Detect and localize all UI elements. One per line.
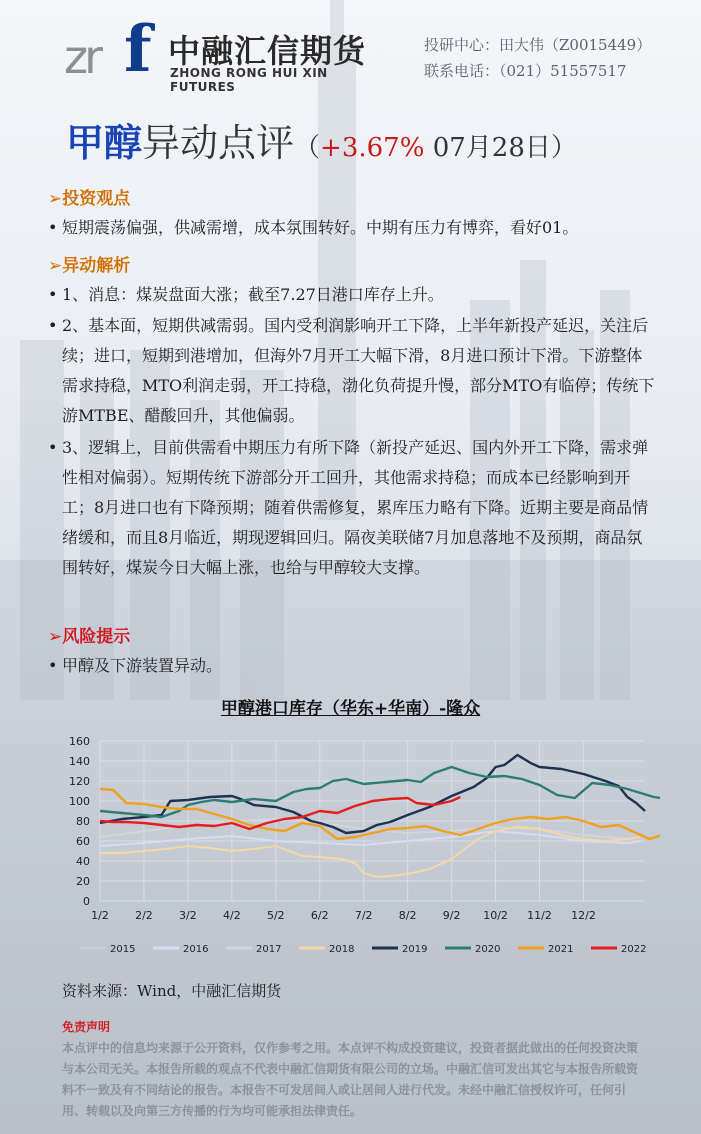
legend-label-2021: 2021 (548, 944, 574, 955)
risk-bullet (48, 651, 658, 681)
series-line-2022 (100, 797, 460, 829)
y-tick-label: 20 (76, 875, 90, 888)
analysis-bullet-3 (48, 433, 658, 583)
x-tick-label: 4/2 (223, 909, 241, 922)
logo-english-name: ZHONG RONG HUI XIN FUTURES (170, 66, 328, 94)
bullet-dot: • (48, 218, 58, 237)
contact-phone: 联系电话：（021）51557517 (424, 62, 627, 80)
inventory-line-chart (60, 726, 660, 966)
y-tick-label: 120 (69, 775, 90, 788)
chart-title: 甲醇港口库存（华东+华南）-隆众 (220, 699, 481, 719)
x-tick-label: 8/2 (398, 909, 417, 922)
report-title (66, 112, 577, 165)
y-tick-label: 0 (83, 895, 90, 908)
bullet-dot: • (48, 656, 58, 675)
x-tick-label: 3/2 (179, 909, 197, 922)
section-heading-view: ➢投资观点 (48, 189, 131, 209)
analysis-text-1: 1、消息：煤炭盘面大涨；截至7.27日港口库存上升。 (62, 285, 444, 304)
analysis-bullet-1 (48, 280, 658, 310)
data-source: 资料来源：Wind，中融汇信期货 (62, 982, 282, 1000)
legend-label-2018: 2018 (329, 944, 355, 955)
legend-label-2020: 2020 (475, 944, 501, 955)
y-tick-label: 100 (69, 795, 90, 808)
logo-mark-f: f (124, 12, 152, 87)
title-open-paren: （ (294, 133, 321, 163)
logo-mark-zr: zr (64, 30, 100, 84)
analysis-bullet-2 (48, 311, 658, 431)
y-tick-label: 140 (69, 755, 90, 768)
bullet-dot: • (48, 285, 58, 304)
x-tick-label: 5/2 (266, 909, 285, 922)
bullet-dot: • (48, 438, 58, 457)
logo-chinese-name: 中融汇信期货 (168, 32, 367, 70)
x-tick-label: 6/2 (310, 909, 329, 922)
legend-label-2016: 2016 (183, 944, 209, 955)
x-tick-label: 12/2 (571, 909, 596, 922)
y-tick-label: 160 (69, 735, 90, 748)
legend-label-2015: 2015 (110, 944, 136, 955)
x-tick-label: 9/2 (442, 909, 461, 922)
legend-label-2017: 2017 (256, 944, 282, 955)
x-tick-label: 11/2 (527, 909, 552, 922)
risk-text: 甲醇及下游装置异动。 (62, 656, 223, 675)
title-date: 07月28日 (424, 133, 551, 163)
x-tick-label: 1/2 (91, 909, 109, 922)
x-tick-label: 10/2 (483, 909, 508, 922)
analysis-text-3: 3、逻辑上，目前供需看中期压力有所下降（新投产延迟、国内外开工下降，需求弹性相对偏弱）。短期传统下游部分开工回升，其他需求持稳；而成本已经影响到开工；8月进口也有下降预期；随着供需修复，累库压力略有下降。近期主要是商品情绪缓和，而且8月临近，期现逻辑回归。隔夜美联储7月加息落地不及预期，商品氛围转好，煤炭今日大幅上涨，也给与甲醇较大支撑。 (62, 438, 649, 577)
title-product: 甲醇 (66, 121, 143, 165)
disclaimer-title: 免责声明 (62, 1020, 111, 1034)
legend-label-2019: 2019 (402, 944, 428, 955)
section-heading-analysis: ➢异动解析 (48, 256, 131, 276)
contact-analyst: 投研中心：田大伟（Z0015449） (424, 36, 652, 54)
y-tick-label: 80 (76, 815, 90, 828)
company-logo (64, 12, 384, 94)
x-tick-label: 7/2 (354, 909, 373, 922)
title-type: 异动点评 (142, 121, 295, 165)
x-tick-label: 2/2 (135, 909, 153, 922)
title-close-paren: ） (550, 133, 577, 163)
view-bullet (48, 213, 658, 243)
y-tick-label: 40 (76, 855, 90, 868)
analysis-text-2: 2、基本面，短期供减需弱。国内受利润影响开工下降，上半年新投产延迟，关注后续；进口，短期到港增加，但海外7月开工大幅下滑，8月进口预计下滑。下游整体需求持稳，MTO利润走弱，开工持稳，渤化负荷提升慢，部分MTO有临停；传统下游MTBE、醋酸回升，其他偏弱。 (62, 316, 655, 425)
disclaimer-text: 本点评中的信息均来源于公开资料，仅作参考之用。本点评不构成投资建议，投资者据此做出的任何投资决策与本公司无关。本报告所载的观点不代表中融汇信期货有限公司的立场。中融汇信可发出其它与本报告所载资料不一致及有不同结论的报告。本报告不可发居间人或让居间人进行代发。未经中融汇信授权许可，任何引用、转载以及向第三方传播的行为均可能承担法律责任。 (62, 1041, 639, 1118)
legend-label-2022: 2022 (621, 944, 647, 955)
y-tick-label: 60 (76, 835, 90, 848)
view-text: 短期震荡偏强，供减需增，成本氛围转好。中期有压力有博弈，看好01。 (62, 218, 579, 237)
title-change: +3.67% (320, 133, 425, 163)
section-heading-risk: ➢风险提示 (48, 627, 131, 647)
bullet-dot: • (48, 316, 58, 335)
